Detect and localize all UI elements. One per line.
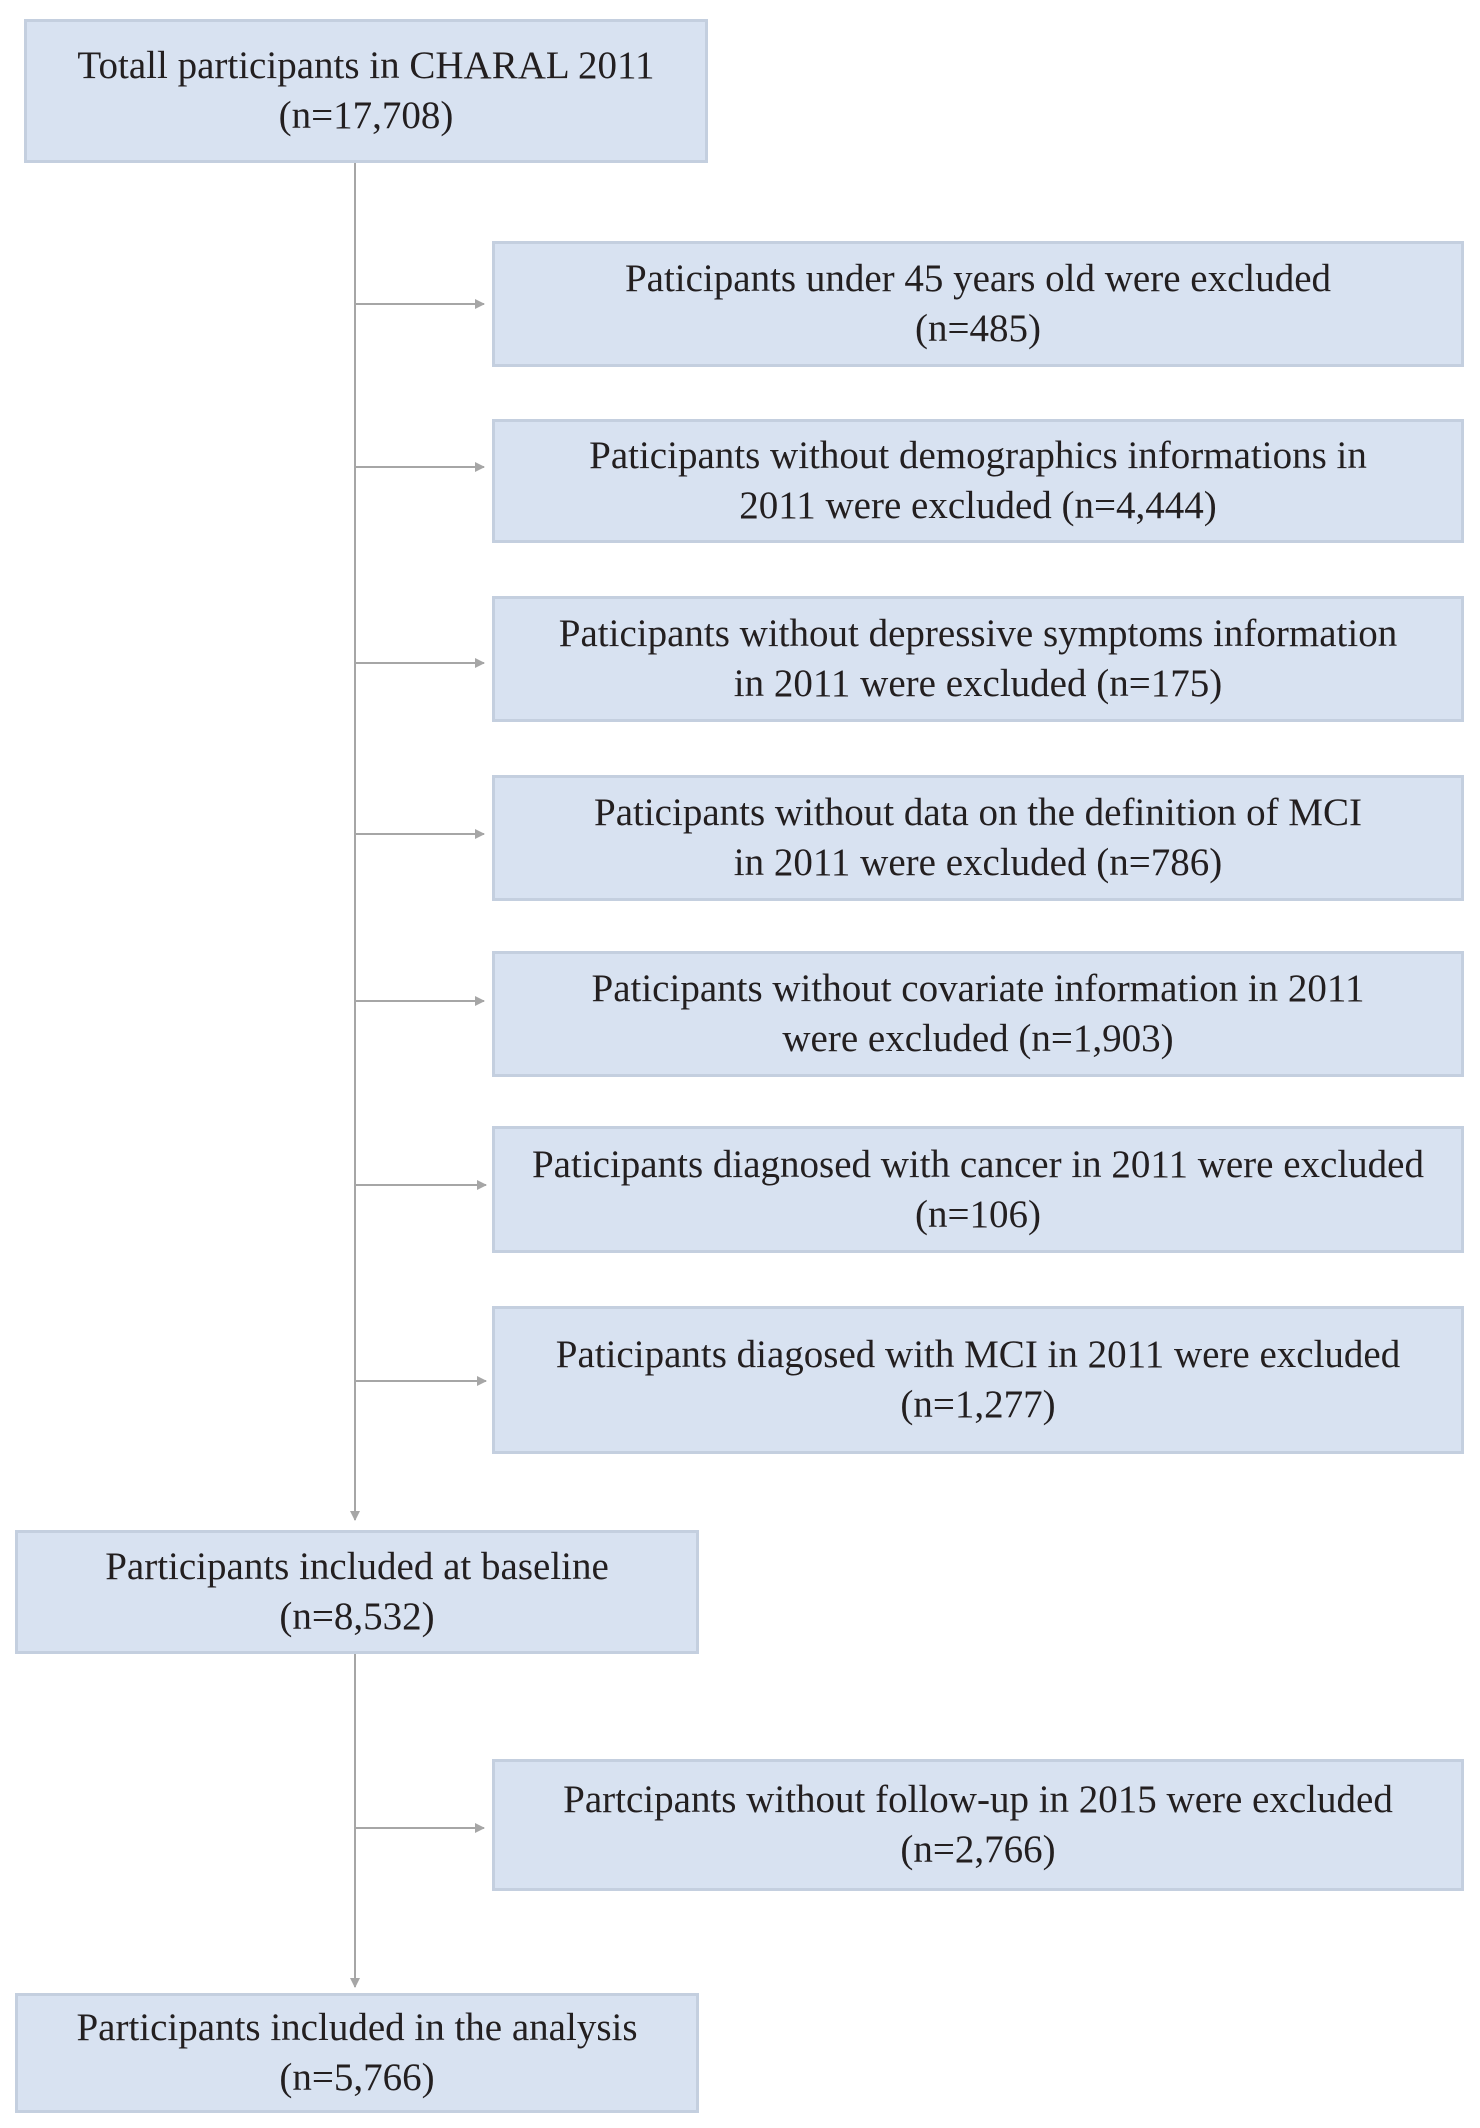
box-line: Participants included at baseline (105, 1545, 609, 1588)
exclusion-box-covariates (492, 951, 1464, 1077)
box-line: Paticipants without depressive symptoms information (558, 612, 1398, 655)
box-line: Paticipants diagnosed with cancer in 2011 were excluded (531, 1142, 1424, 1186)
box-line: 2011 were excluded (n=4,444) (739, 484, 1217, 527)
total-participants-box (24, 19, 708, 163)
box-line: Paticipants without demographics informations in (589, 434, 1367, 477)
box-line: (n=106) (915, 1192, 1041, 1236)
box-line: in 2011 were excluded (n=786) (733, 841, 1223, 884)
box-line: Paticipants without data on the definition of MCI (594, 791, 1362, 834)
box-line: Participants included in the analysis (76, 2006, 638, 2049)
box-line: Paticipants under 45 years old were excluded (624, 257, 1332, 300)
box-line: Paticipants without covariate information in 2011 (591, 967, 1365, 1010)
box-line: (n=5,766) (279, 2056, 435, 2099)
box-line: (n=8,532) (279, 1595, 435, 1638)
box-line: were excluded (n=1,903) (782, 1017, 1174, 1060)
exclusion-box-cancer (492, 1126, 1464, 1253)
baseline-participants-box (15, 1530, 699, 1654)
exclusion-box-followup (492, 1759, 1464, 1891)
exclusion-box-depressive-symptoms (492, 596, 1464, 722)
box-line: Partcipants without follow-up in 2015 were excluded (563, 1778, 1393, 1821)
box-line: (n=1,277) (900, 1383, 1056, 1426)
box-line: in 2011 were excluded (n=175) (733, 662, 1223, 705)
exclusion-box-mci-diagnosed (492, 1306, 1464, 1454)
box-line: Paticipants diagosed with MCI in 2011 were excluded (555, 1333, 1401, 1376)
exclusion-box-mci-definition (492, 775, 1464, 901)
box-line: Totall participants in CHARAL 2011 (77, 44, 655, 87)
exclusion-box-age (492, 241, 1464, 367)
analysis-participants-box (15, 1993, 699, 2113)
box-line: (n=485) (915, 307, 1041, 350)
box-line: (n=17,708) (278, 94, 454, 137)
exclusion-box-demographics (492, 419, 1464, 543)
box-line: (n=2,766) (900, 1828, 1056, 1871)
